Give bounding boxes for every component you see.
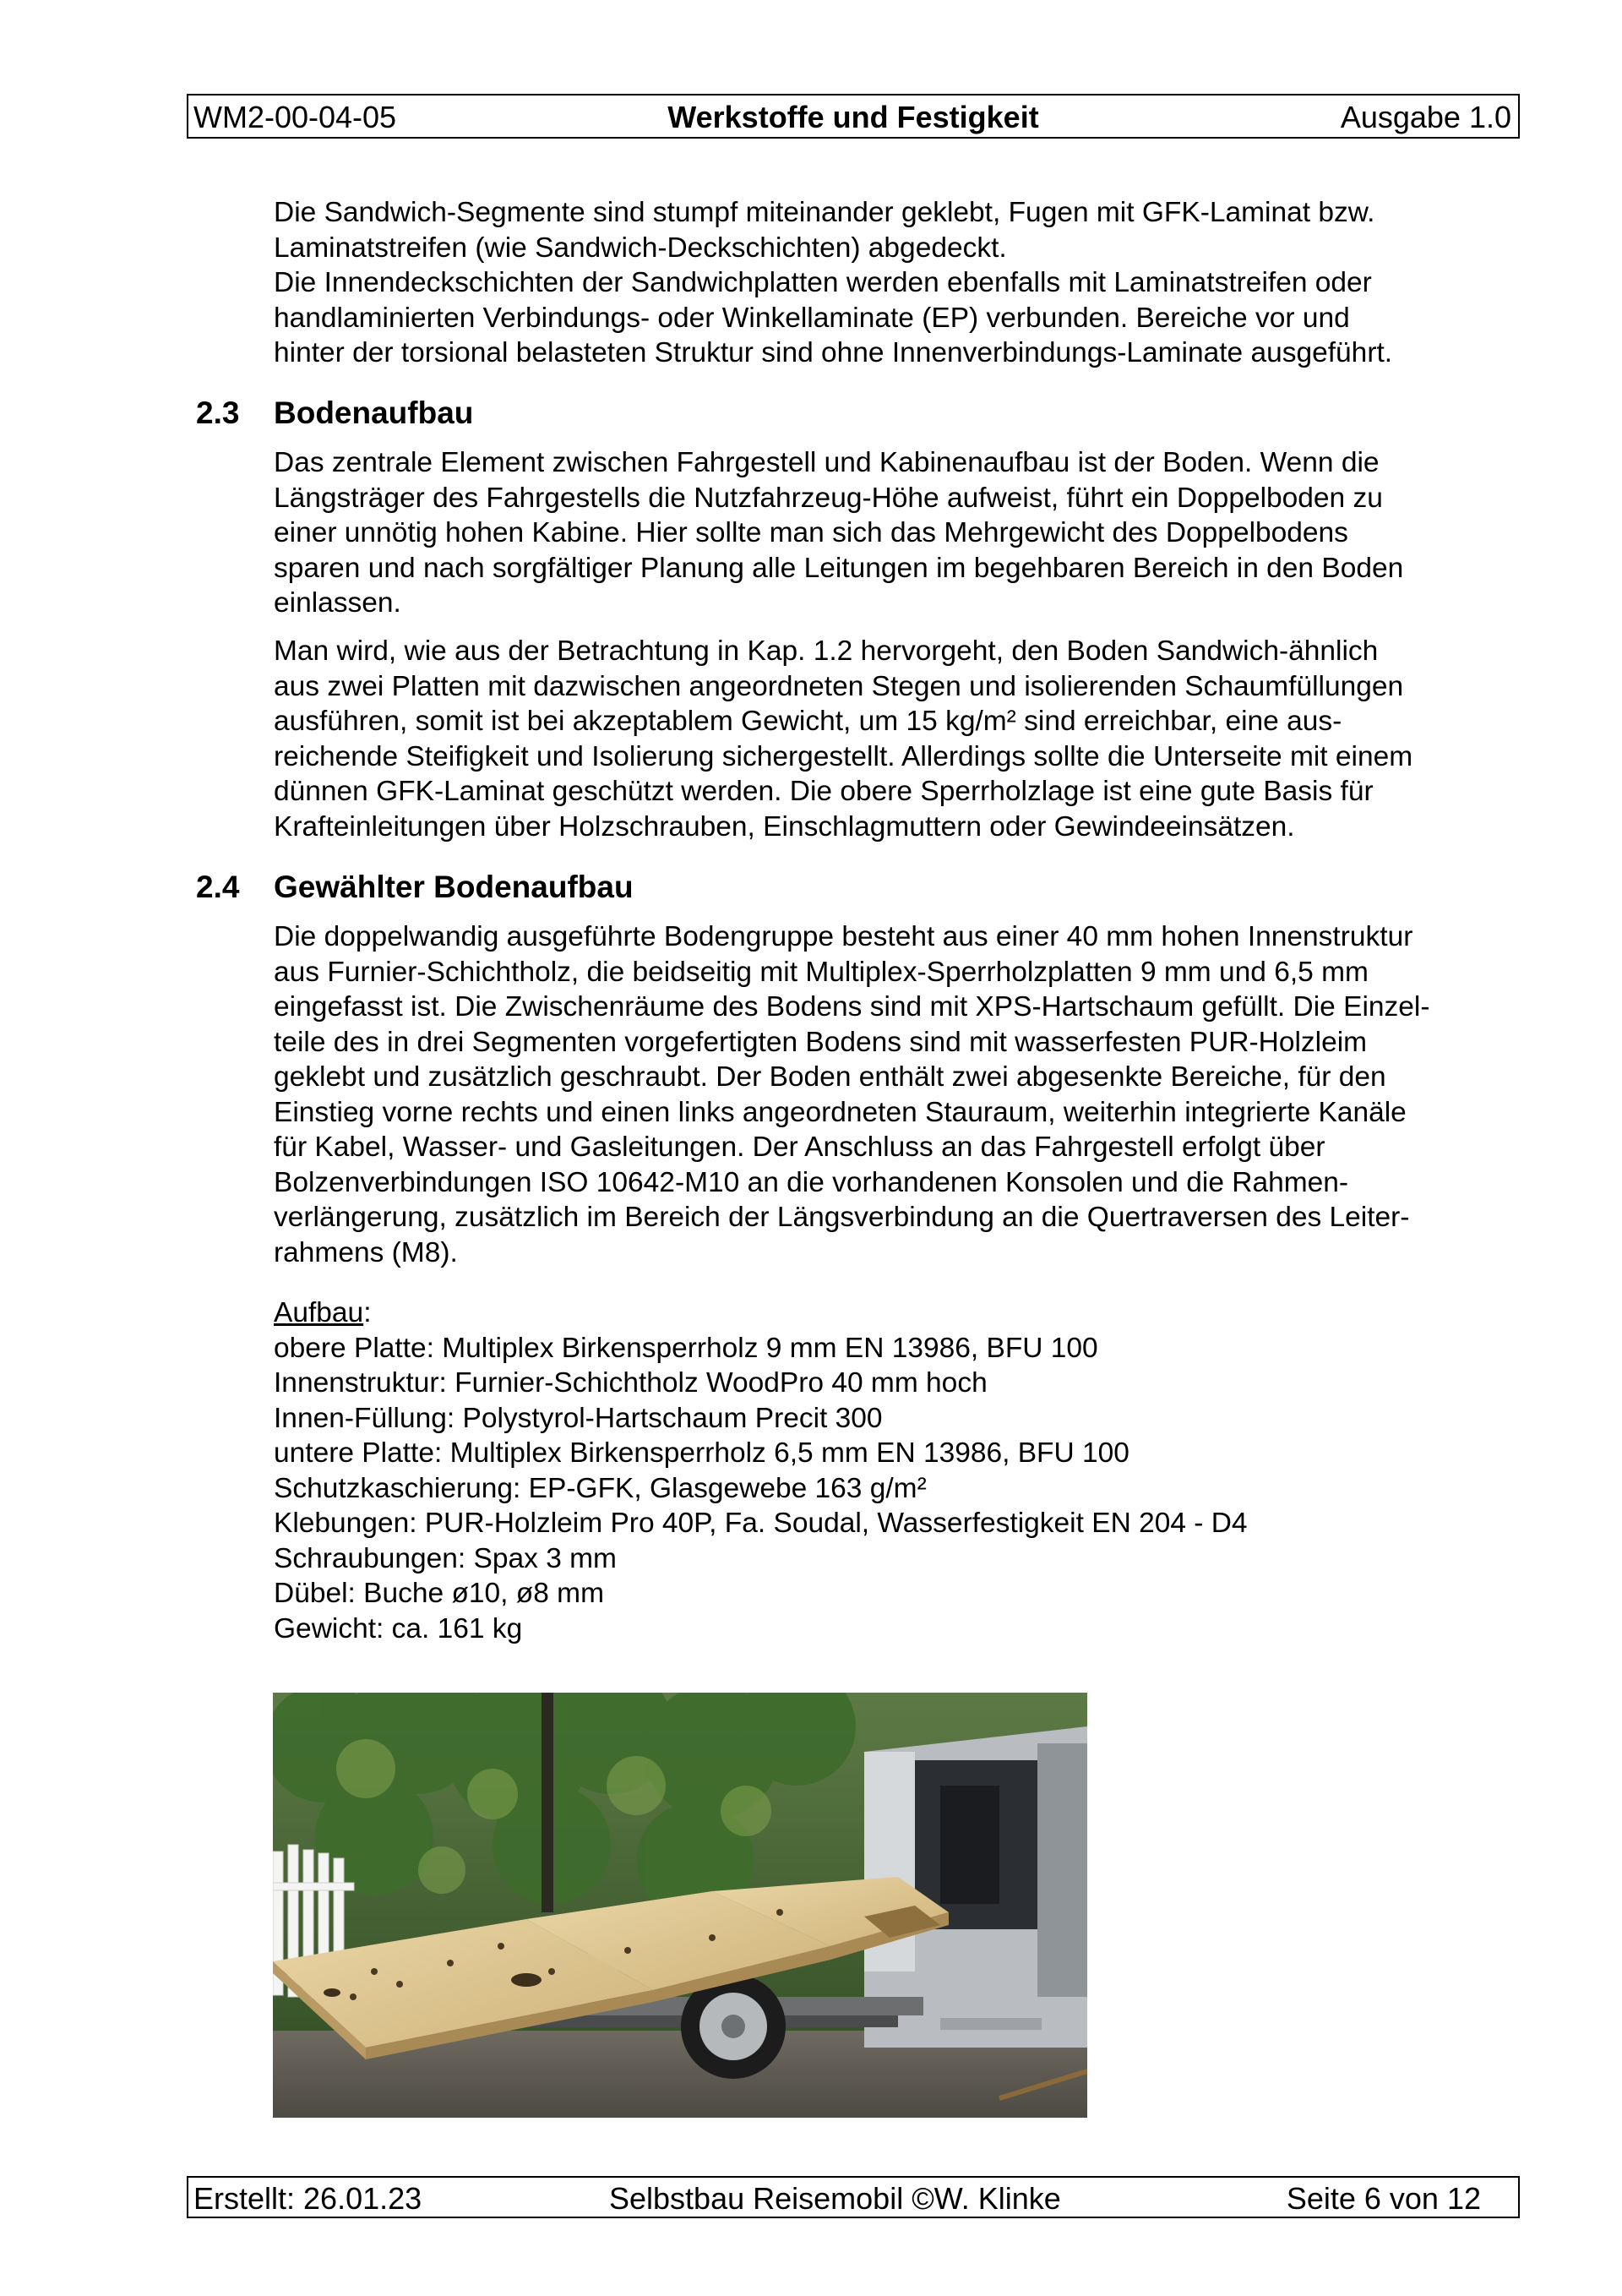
- intro-paragraph: [274, 195, 1524, 371]
- text-line: Laminatstreifen (wie Sandwich-Deckschichten) abgedeckt.: [274, 232, 1007, 264]
- text-line: Das zentrale Element zwischen Fahrgestell und Kabinenaufbau ist der Boden. Wenn die: [274, 447, 1380, 478]
- text-line: Die Innendeckschichten der Sandwichplatten werden ebenfalls mit Laminatstreifen oder: [274, 267, 1372, 298]
- list-item: Dübel: Buche ø10, ø8 mm: [274, 1578, 604, 1609]
- text-line: einer unnötig hohen Kabine. Hier sollte man sich das Mehrgewicht des Doppelbodens: [274, 517, 1348, 548]
- text-line: eingefasst ist. Die Zwischenräume des Bodens sind mit XPS-Hartschaum gefüllt. Die Einzel-: [274, 991, 1430, 1023]
- text-line: teile des in drei Segmenten vorgefertigten Bodens sind mit wasserfesten PUR-Holzleim: [274, 1026, 1368, 1058]
- text-line: Krafteinleitungen über Holzschrauben, Einschlagmuttern oder Gewindeeinsätzen.: [274, 810, 1295, 843]
- aufbau-heading: [274, 1295, 1524, 1331]
- text-line: Die Sandwich-Segmente sind stumpf miteinander geklebt, Fugen mit GFK-Laminat bzw.: [274, 197, 1375, 228]
- text-line: Bolzenverbindungen ISO 10642-M10 an die vorhandenen Konsolen und die Rahmen-: [274, 1166, 1349, 1198]
- text-line: für Kabel, Wasser- und Gasleitungen. Der Anschluss an das Fahrgestell erfolgt über: [274, 1132, 1325, 1163]
- text-line: Längsträger des Fahrgestells die Nutzfahrzeug-Höhe aufweist, führt ein Doppelboden zu: [274, 482, 1383, 514]
- text-line: reichende Steifigkeit und Isolierung sichergestellt. Allerdings sollte die Unterseite mit einem: [274, 740, 1413, 772]
- text-line: Einstieg vorne rechts und einen links angeordneten Stauraum, weiterhin integrierte Kanäle: [274, 1096, 1407, 1128]
- list-item: Innenstruktur: Furnier-Schichtholz WoodPro 40 mm hoch: [274, 1367, 988, 1399]
- aufbau-list: [274, 1295, 1524, 1646]
- document-title: Werkstoffe und Festigkeit: [667, 100, 1039, 134]
- text-line: geklebt und zusätzlich geschraubt. Der Boden enthält zwei abgesenkte Bereiche, für den: [274, 1061, 1386, 1093]
- list-item: Innen-Füllung: Polystyrol-Hartschaum Precit 300: [274, 1402, 883, 1434]
- section-2-3-paragraph-1: [274, 445, 1524, 621]
- page-header: [187, 94, 1520, 139]
- document-id: WM2-00-04-05: [193, 100, 397, 134]
- text-line: Man wird, wie aus der Betrachtung in Kap. 1.2 hervorgeht, den Boden Sandwich-ähnlich: [274, 635, 1379, 667]
- text-line: sparen und nach sorgfältiger Planung alle Leitungen im begehbaren Bereich in den Boden: [274, 552, 1404, 584]
- list-item: untere Platte: Multiplex Birkensperrholz 6,5 mm EN 13986, BFU 100: [274, 1437, 1129, 1469]
- list-item: Schraubungen: Spax 3 mm: [274, 1542, 617, 1574]
- text-line: hinter der torsional belasteten Struktur sind ohne Innenverbindungs-Laminate ausgeführt.: [274, 337, 1393, 368]
- aufbau-label: Aufbau: [274, 1297, 364, 1328]
- page-number: Seite 6 von 12: [1286, 2181, 1481, 2216]
- text-line: dünnen GFK-Laminat geschützt werden. Die obere Sperrholzlage ist eine gute Basis für: [274, 776, 1374, 807]
- floor-assembly-photo: [273, 1693, 1087, 2118]
- section-title: Gewählter Bodenaufbau: [274, 870, 634, 904]
- text-line: verlängerung, zusätzlich im Bereich der Längsverbindung an die Quertraversen des Leiter-: [274, 1202, 1410, 1233]
- document-version: Ausgabe 1.0: [1340, 100, 1511, 134]
- footer-copyright: Selbstbau Reisemobil ©W. Klinke: [609, 2181, 1061, 2216]
- list-item: Klebungen: PUR-Holzleim Pro 40P, Fa. Soudal, Wasserfestigkeit EN 204 - D4: [274, 1508, 1248, 1539]
- text-line: rahmens (M8).: [274, 1236, 458, 1268]
- page-footer: [187, 2176, 1520, 2218]
- list-item: Gewicht: ca. 161 kg: [274, 1612, 523, 1644]
- text-line: einlassen.: [274, 587, 401, 619]
- text-line: ausführen, somit ist bei akzeptablem Gewicht, um 15 kg/m² sind erreichbar, eine aus-: [274, 706, 1342, 737]
- created-date: Erstellt: 26.01.23: [193, 2181, 422, 2216]
- text-line: handlaminierten Verbindungs- oder Winkellaminate (EP) verbunden. Bereiche vor und: [274, 302, 1350, 334]
- section-number: 2.3: [196, 395, 240, 430]
- text-line: Die doppelwandig ausgeführte Bodengruppe besteht aus einer 40 mm hohen Innenstruktur: [274, 921, 1413, 952]
- list-item: Schutzkaschierung: EP-GFK, Glasgewebe 163 g/m²: [274, 1472, 927, 1504]
- section-2-3-paragraph-2: [274, 634, 1524, 844]
- aufbau-colon: :: [363, 1297, 372, 1328]
- section-number: 2.4: [196, 870, 240, 904]
- section-2-4-paragraph: [274, 919, 1524, 1270]
- text-line: aus Furnier-Schichtholz, die beidseitig mit Multiplex-Sperrholzplatten 9 mm und 6,5 mm: [274, 956, 1369, 988]
- section-title: Bodenaufbau: [274, 395, 474, 430]
- text-line: aus zwei Platten mit dazwischen angeordneten Stegen und isolierenden Schaumfüllungen: [274, 670, 1404, 702]
- list-item: obere Platte: Multiplex Birkensperrholz 9 mm EN 13986, BFU 100: [274, 1332, 1098, 1364]
